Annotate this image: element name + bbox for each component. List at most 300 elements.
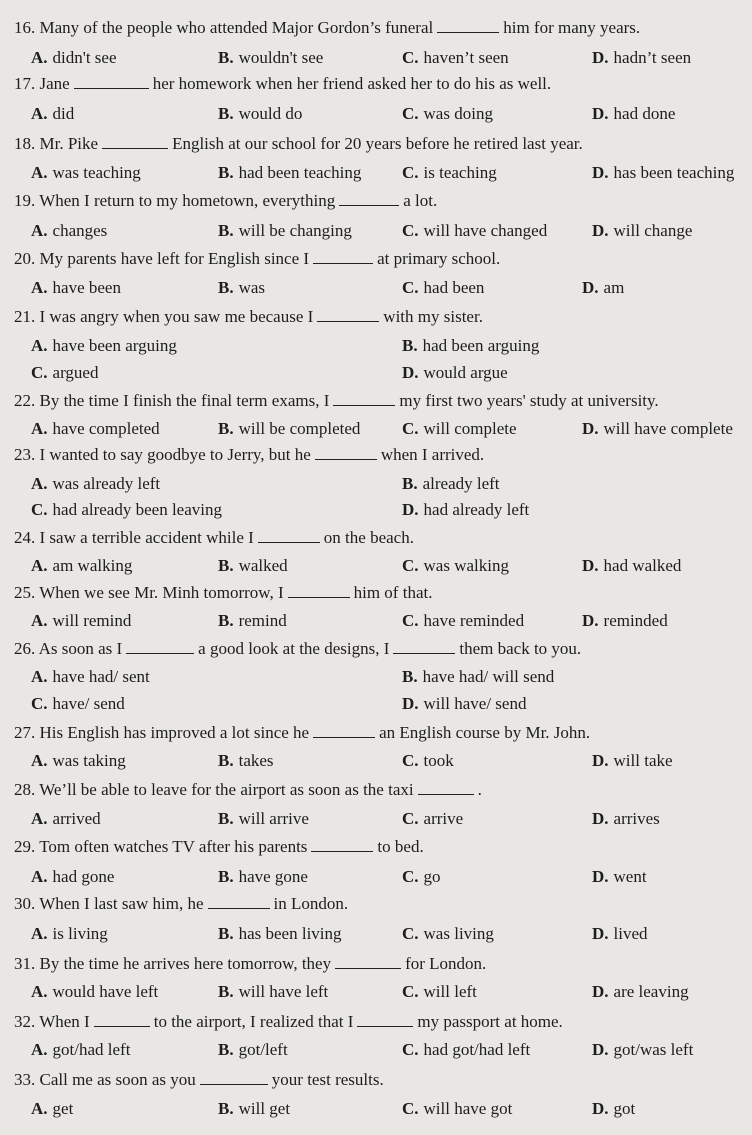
answer-blank[interactable] — [311, 837, 373, 852]
option-text: was walking — [423, 556, 509, 575]
option-c[interactable] — [31, 363, 98, 383]
option-letter: C. — [402, 221, 419, 240]
option-letter: D. — [592, 163, 609, 182]
option-b[interactable] — [218, 982, 328, 1002]
question-text-before: Many of the people who attended Major Gordon’s funeral — [39, 18, 434, 37]
option-text: already left — [422, 474, 500, 493]
option-letter: B. — [218, 278, 234, 297]
question-32 — [14, 1012, 746, 1032]
option-text: will remind — [52, 611, 132, 630]
option-text: was already left — [52, 474, 161, 493]
option-b[interactable] — [402, 667, 554, 687]
option-letter: D. — [592, 221, 609, 240]
option-a[interactable] — [31, 611, 131, 631]
option-text: takes — [238, 751, 274, 770]
option-letter: B. — [218, 556, 234, 575]
question-text-after: at primary school. — [377, 249, 501, 268]
option-b[interactable] — [218, 221, 352, 241]
option-c[interactable] — [402, 867, 441, 887]
question-number: 32. — [14, 1012, 36, 1031]
option-letter: C. — [402, 278, 419, 297]
option-letter: A. — [31, 48, 48, 67]
option-letter: B. — [218, 751, 234, 770]
answer-blank[interactable] — [74, 74, 149, 89]
option-letter: A. — [31, 751, 48, 770]
option-a[interactable] — [31, 1099, 73, 1119]
question-31 — [14, 954, 746, 974]
option-text: will have left — [238, 982, 329, 1001]
option-text: was doing — [423, 104, 493, 123]
answer-blank[interactable] — [393, 639, 455, 654]
answer-blank[interactable] — [102, 134, 168, 149]
option-text: did — [52, 104, 75, 123]
option-b[interactable] — [218, 1040, 288, 1060]
question-number: 23. — [14, 445, 36, 464]
option-letter: D. — [592, 924, 609, 943]
option-b[interactable] — [218, 1099, 290, 1119]
question-19 — [14, 191, 746, 211]
option-letter: B. — [218, 982, 234, 1001]
option-a[interactable] — [31, 419, 160, 439]
question-text-before: Tom often watches TV after his parents — [39, 837, 308, 856]
option-letter: D. — [592, 809, 609, 828]
option-text: have completed — [52, 419, 160, 438]
option-c[interactable] — [402, 809, 463, 829]
option-text: hadn’t seen — [613, 48, 692, 67]
option-b[interactable] — [218, 924, 342, 944]
question-number: 18. — [14, 134, 36, 153]
option-letter: A. — [31, 982, 48, 1001]
option-letter: C. — [402, 924, 419, 943]
question-text-after: to bed. — [377, 837, 424, 856]
option-text: had walked — [603, 556, 682, 575]
option-c[interactable] — [402, 221, 547, 241]
option-text: was taking — [52, 751, 126, 770]
option-letter: B. — [218, 809, 234, 828]
option-c[interactable] — [402, 751, 454, 771]
question-number: 22. — [14, 391, 36, 410]
option-d[interactable] — [402, 694, 526, 714]
answer-blank[interactable] — [126, 639, 194, 654]
option-text: arrived — [52, 809, 101, 828]
question-text-after: with my sister. — [383, 307, 483, 326]
question-text-before: We’ll be able to leave for the airport as soon as the taxi — [39, 780, 414, 799]
option-d[interactable] — [592, 809, 660, 829]
option-letter: A. — [31, 1040, 48, 1059]
question-27 — [14, 723, 746, 743]
option-text: will be completed — [238, 419, 361, 438]
option-d[interactable] — [592, 48, 691, 68]
option-c[interactable] — [31, 500, 222, 520]
option-a[interactable] — [31, 867, 114, 887]
option-text: have gone — [238, 867, 308, 886]
option-d[interactable] — [592, 163, 734, 183]
question-16 — [14, 18, 746, 38]
option-c[interactable] — [402, 104, 493, 124]
option-c[interactable] — [402, 48, 509, 68]
option-letter: A. — [31, 104, 48, 123]
option-letter: A. — [31, 419, 48, 438]
option-letter: D. — [592, 867, 609, 886]
option-text: will take — [613, 751, 673, 770]
question-text-after: an English course by Mr. John. — [379, 723, 591, 742]
option-c[interactable] — [402, 611, 524, 631]
question-text-after: in London. — [273, 894, 349, 913]
option-text: arrive — [423, 809, 464, 828]
question-text-after: her homework when her friend asked her to do his as well. — [152, 74, 552, 93]
option-letter: B. — [218, 867, 234, 886]
question-23 — [14, 445, 746, 465]
option-letter: C. — [402, 611, 419, 630]
option-text: had done — [613, 104, 676, 123]
option-text: didn't see — [52, 48, 117, 67]
question-text-after: a lot. — [403, 191, 438, 210]
option-b[interactable] — [218, 163, 361, 183]
answer-blank[interactable] — [200, 1070, 268, 1085]
option-text: will complete — [423, 419, 517, 438]
option-text: will change — [613, 221, 693, 240]
option-b[interactable] — [218, 867, 308, 887]
question-number: 16. — [14, 18, 36, 37]
option-a[interactable] — [31, 751, 126, 771]
option-b[interactable] — [218, 809, 309, 829]
answer-blank[interactable] — [335, 954, 401, 969]
question-30 — [14, 894, 746, 914]
option-text: got/had left — [52, 1040, 131, 1059]
option-text: got/left — [238, 1040, 288, 1059]
option-text: will have complete — [603, 419, 733, 438]
question-text-before: By the time I finish the final term exams, I — [39, 391, 330, 410]
question-number: 31. — [14, 954, 36, 973]
option-letter: A. — [31, 336, 48, 355]
option-d[interactable] — [592, 924, 648, 944]
option-a[interactable] — [31, 104, 74, 124]
question-text-after: my passport at home. — [417, 1012, 563, 1031]
option-a[interactable] — [31, 48, 117, 68]
option-letter: B. — [218, 924, 234, 943]
question-text-middle: to the airport, I realized that I — [153, 1012, 354, 1031]
option-d[interactable] — [592, 867, 647, 887]
option-b[interactable] — [402, 336, 539, 356]
option-text: lived — [613, 924, 648, 943]
option-a[interactable] — [31, 221, 107, 241]
question-text-middle: a good look at the designs, I — [198, 639, 390, 658]
option-text: remind — [238, 611, 287, 630]
option-d[interactable] — [582, 556, 681, 576]
option-a[interactable] — [31, 163, 141, 183]
option-letter: A. — [31, 1099, 48, 1118]
option-text: have been — [52, 278, 121, 297]
option-text: will get — [238, 1099, 291, 1118]
option-letter: C. — [31, 363, 48, 382]
question-text-after: my first two years' study at university. — [399, 391, 659, 410]
option-letter: B. — [218, 48, 234, 67]
option-text: changes — [52, 221, 108, 240]
option-c[interactable] — [402, 982, 477, 1002]
question-text-after: him for many years. — [503, 18, 641, 37]
option-d[interactable] — [402, 363, 508, 383]
option-letter: B. — [218, 1099, 234, 1118]
option-d[interactable] — [592, 221, 692, 241]
question-24 — [14, 528, 746, 548]
option-letter: D. — [592, 104, 609, 123]
option-text: arrives — [613, 809, 660, 828]
option-text: will have changed — [423, 221, 548, 240]
option-letter: D. — [592, 1040, 609, 1059]
question-text-after: him of that. — [353, 583, 433, 602]
option-d[interactable] — [592, 104, 675, 124]
option-text: had been arguing — [422, 336, 540, 355]
option-a[interactable] — [31, 809, 101, 829]
answer-blank[interactable] — [288, 583, 350, 598]
answer-blank[interactable] — [437, 18, 499, 33]
option-text: got/was left — [613, 1040, 694, 1059]
question-17 — [14, 74, 746, 94]
option-text: had got/had left — [423, 1040, 531, 1059]
question-text-before: When I last saw him, he — [39, 894, 204, 913]
question-text-before: Call me as soon as you — [39, 1070, 196, 1089]
option-text: go — [423, 867, 441, 886]
option-d[interactable] — [592, 1099, 635, 1119]
question-text-before: I saw a terrible accident while I — [39, 528, 254, 547]
option-letter: D. — [402, 363, 419, 382]
option-d[interactable] — [592, 1040, 693, 1060]
option-letter: C. — [402, 1040, 419, 1059]
option-letter: A. — [31, 867, 48, 886]
question-text-before: I was angry when you saw me because I — [39, 307, 314, 326]
question-text-before: As soon as I — [38, 639, 123, 658]
option-letter: A. — [31, 163, 48, 182]
option-text: had already left — [423, 500, 530, 519]
option-a[interactable] — [31, 1040, 130, 1060]
option-letter: C. — [402, 556, 419, 575]
option-text: had gone — [52, 867, 115, 886]
option-letter: A. — [31, 221, 48, 240]
option-text: wouldn't see — [238, 48, 324, 67]
option-letter: B. — [218, 163, 234, 182]
question-number: 24. — [14, 528, 36, 547]
question-text-after: for London. — [405, 954, 487, 973]
option-a[interactable] — [31, 924, 108, 944]
option-text: has been teaching — [613, 163, 735, 182]
option-letter: C. — [402, 867, 419, 886]
question-number: 20. — [14, 249, 36, 268]
question-number: 26. — [14, 639, 36, 658]
option-letter: D. — [582, 556, 599, 575]
option-letter: C. — [402, 104, 419, 123]
option-d[interactable] — [592, 982, 689, 1002]
option-letter: D. — [402, 500, 419, 519]
option-letter: C. — [31, 500, 48, 519]
option-letter: C. — [31, 694, 48, 713]
answer-blank[interactable] — [313, 723, 375, 738]
question-26 — [14, 639, 746, 659]
option-text: have/ send — [52, 694, 125, 713]
option-letter: A. — [31, 556, 48, 575]
question-number: 25. — [14, 583, 36, 602]
option-b[interactable] — [218, 48, 323, 68]
question-number: 33. — [14, 1070, 36, 1089]
option-text: would argue — [423, 363, 508, 382]
question-text-before: His English has improved a lot since he — [39, 723, 310, 742]
option-c[interactable] — [402, 556, 509, 576]
question-number: 29. — [14, 837, 36, 856]
option-text: have reminded — [423, 611, 525, 630]
question-text-before: By the time he arrives here tomorrow, they — [39, 954, 332, 973]
question-text-before: My parents have left for English since I — [39, 249, 310, 268]
question-text-after: English at our school for 20 years before he retired last year. — [172, 134, 583, 153]
option-letter: B. — [218, 419, 234, 438]
option-text: have had/ will send — [422, 667, 555, 686]
option-letter: C. — [402, 419, 419, 438]
option-text: walked — [238, 556, 288, 575]
answer-blank[interactable] — [339, 191, 399, 206]
option-letter: B. — [218, 611, 234, 630]
option-text: would have left — [52, 982, 159, 1001]
option-c[interactable] — [402, 924, 494, 944]
question-20 — [14, 249, 746, 269]
option-text: had already been leaving — [52, 500, 222, 519]
option-a[interactable] — [31, 336, 177, 356]
option-a[interactable] — [31, 982, 158, 1002]
answer-blank[interactable] — [208, 894, 270, 909]
option-letter: B. — [218, 1040, 234, 1059]
option-text: is teaching — [423, 163, 497, 182]
option-text: will left — [423, 982, 477, 1001]
option-text: will have got — [423, 1099, 513, 1118]
option-a[interactable] — [31, 278, 121, 298]
option-text: have been arguing — [52, 336, 177, 355]
option-text: had been teaching — [238, 163, 362, 182]
option-text: was living — [423, 924, 494, 943]
option-b[interactable] — [402, 474, 500, 494]
option-text: am — [603, 278, 625, 297]
option-d[interactable] — [582, 278, 624, 298]
question-text-after: them back to you. — [459, 639, 582, 658]
option-b[interactable] — [218, 278, 265, 298]
option-text: will have/ send — [423, 694, 527, 713]
question-text-before: When we see Mr. Minh tomorrow, I — [39, 583, 284, 602]
option-a[interactable] — [31, 667, 150, 687]
option-d[interactable] — [582, 419, 733, 439]
option-a[interactable] — [31, 556, 132, 576]
option-text: had been — [423, 278, 485, 297]
answer-blank[interactable] — [317, 307, 379, 322]
question-22 — [14, 391, 746, 411]
answer-blank[interactable] — [357, 1012, 413, 1027]
option-letter: C. — [402, 163, 419, 182]
option-letter: D. — [582, 611, 599, 630]
option-letter: C. — [402, 751, 419, 770]
option-text: am walking — [52, 556, 133, 575]
option-letter: D. — [592, 48, 609, 67]
option-letter: C. — [402, 48, 419, 67]
question-number: 27. — [14, 723, 36, 742]
option-letter: A. — [31, 278, 48, 297]
option-letter: D. — [592, 982, 609, 1001]
option-letter: A. — [31, 611, 48, 630]
question-number: 30. — [14, 894, 36, 913]
question-text-before: I wanted to say goodbye to Jerry, but he — [39, 445, 311, 464]
option-c[interactable] — [402, 419, 517, 439]
question-text-before: When I return to my hometown, everything — [39, 191, 336, 210]
option-text: would do — [238, 104, 303, 123]
option-text: took — [423, 751, 454, 770]
option-text: is living — [52, 924, 108, 943]
option-text: will arrive — [238, 809, 309, 828]
option-letter: B. — [402, 336, 418, 355]
option-c[interactable] — [402, 1099, 512, 1119]
option-letter: C. — [402, 982, 419, 1001]
question-number: 28. — [14, 780, 36, 799]
option-letter: C. — [402, 1099, 419, 1118]
question-29 — [14, 837, 746, 857]
option-letter: D. — [582, 278, 599, 297]
option-letter: B. — [218, 104, 234, 123]
question-text-before: Jane — [39, 74, 70, 93]
option-d[interactable] — [592, 751, 673, 771]
option-text: was — [238, 278, 266, 297]
question-number: 21. — [14, 307, 36, 326]
question-text-after: when I arrived. — [380, 445, 485, 464]
question-text-after: on the beach. — [323, 528, 414, 547]
option-c[interactable] — [402, 278, 484, 298]
option-text: get — [52, 1099, 74, 1118]
answer-blank[interactable] — [333, 391, 395, 406]
option-d[interactable] — [402, 500, 529, 520]
option-letter: A. — [31, 474, 48, 493]
option-letter: C. — [402, 809, 419, 828]
option-text: will be changing — [238, 221, 352, 240]
answer-blank[interactable] — [418, 780, 474, 795]
question-33 — [14, 1070, 746, 1090]
question-28 — [14, 780, 746, 800]
answer-blank[interactable] — [313, 249, 373, 264]
question-text-before: When I — [39, 1012, 90, 1031]
option-c[interactable] — [402, 163, 497, 183]
question-text-before: Mr. Pike — [39, 134, 99, 153]
option-b[interactable] — [218, 751, 274, 771]
question-text-after: your test results. — [271, 1070, 384, 1089]
question-25 — [14, 583, 746, 603]
option-text: haven’t seen — [423, 48, 509, 67]
question-18 — [14, 134, 746, 154]
answer-blank[interactable] — [94, 1012, 150, 1027]
option-letter: A. — [31, 809, 48, 828]
option-letter: D. — [592, 751, 609, 770]
option-text: was teaching — [52, 163, 141, 182]
option-b[interactable] — [218, 419, 360, 439]
option-text: reminded — [603, 611, 668, 630]
option-b[interactable] — [218, 611, 287, 631]
option-letter: D. — [402, 694, 419, 713]
option-a[interactable] — [31, 474, 160, 494]
option-c[interactable] — [402, 1040, 530, 1060]
option-c[interactable] — [31, 694, 125, 714]
option-b[interactable] — [218, 556, 288, 576]
answer-blank[interactable] — [258, 528, 320, 543]
option-letter: B. — [218, 221, 234, 240]
option-text: went — [613, 867, 647, 886]
option-d[interactable] — [582, 611, 668, 631]
question-number: 17. — [14, 74, 36, 93]
answer-blank[interactable] — [315, 445, 377, 460]
option-letter: A. — [31, 924, 48, 943]
option-letter: B. — [402, 667, 418, 686]
option-text: got — [613, 1099, 636, 1118]
option-b[interactable] — [218, 104, 302, 124]
option-text: are leaving — [613, 982, 689, 1001]
